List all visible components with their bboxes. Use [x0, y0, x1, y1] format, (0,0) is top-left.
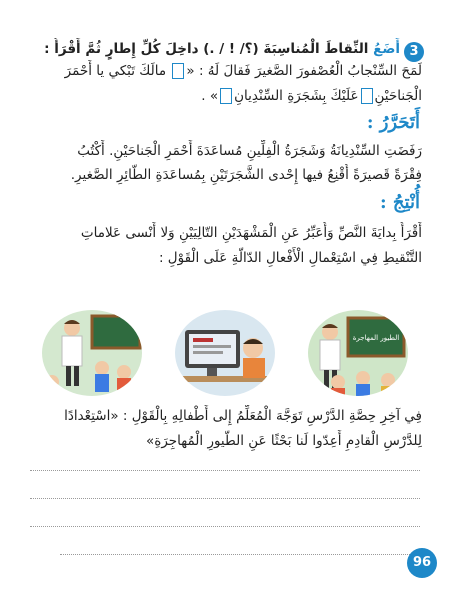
board-text: الطيور المهاجرة: [352, 334, 400, 342]
scene-illustrations: [40, 308, 410, 398]
write-line-1: رَفَضَتِ السِّنْدِيانَةُ وَشَجَرَةُ الْفِلِّينِ مُساعَدَةَ أَحْمَرِ الْجَناحَيْنِ. أَكْتُبُ: [77, 143, 422, 159]
section-heading-write: أَتَحَرَّرُ :: [366, 112, 420, 133]
exercise-line-2: [20, 85, 422, 107]
class-teacher-illustration: [42, 310, 142, 396]
punctuation-box-2[interactable]: [361, 88, 373, 104]
instruction-text: النِّقاطَ الْمُناسِبَةَ (؟/ ! / .) داخِلَ كُلِّ إِطارٍ ثُمَّ أَقْرَأُ :: [44, 41, 369, 57]
exercise-line-1: [20, 60, 422, 82]
exercise-number-badge: 3: [404, 42, 424, 62]
produce-line-1: أَقْرَأُ بِدايَةَ النَّصِّ وَأُعَبِّرُ عَنِ الْمَشْهَدَيْنِ التّالِيَيْنِ وَلا أَنْسى عَلاماتِ: [80, 225, 422, 241]
exercise-line-2-end: » .: [201, 88, 219, 104]
exercise-line-1-after: مالَكَ تَبْكي يا أَحْمَرَ: [64, 63, 167, 79]
writing-line-1[interactable]: [30, 470, 420, 471]
section-heading-produce: أُنْتِجُ :: [380, 192, 420, 213]
punctuation-box-1[interactable]: [172, 63, 184, 79]
page-number-badge: 96: [407, 548, 437, 578]
punctuation-box-3[interactable]: [220, 88, 232, 104]
instruction-verb: أَضَعُ: [373, 41, 400, 57]
exercise-instruction: [20, 38, 400, 60]
writing-line-2[interactable]: [30, 498, 420, 499]
produce-line-2: التَّنْقيطِ فِي اسْتِعْمالِ الْأَفْعالِ الدّالَّةِ عَلَى الْقَوْلِ :: [158, 250, 422, 266]
teacher-board-illustration: [308, 310, 408, 396]
boy-computer-illustration: [175, 310, 275, 396]
writing-line-3[interactable]: [30, 526, 420, 527]
produce-paragraph-line-1: فِي آخِرِ حِصَّةِ الدَّرْسِ تَوَجَّهَ الْمُعَلِّمُ إِلى أَطْفالِهِ بِالْقَوْلِ : «اسْتِعْدادًا: [64, 408, 422, 424]
write-line-2: فِقْرَةً قَصيرَةً أُقْنِعُ فيها إِحْدى الشَّجَرَتَيْنِ بِمُساعَدَةِ الطّائِرِ الصَّغيرِ.: [70, 167, 422, 183]
exercise-line-2-after: عَلَيْكَ بِشَجَرَةِ السِّنْدِيانِ: [234, 88, 359, 104]
produce-paragraph-line-2: لِلدَّرْسِ الْقادِمِ أَعِدّوا لَنا بَحْثًا عَنِ الطُّيورِ الْمُهاجِرَةِ»: [146, 433, 422, 449]
writing-line-4[interactable]: [60, 554, 420, 555]
exercise-line-1-text: لَمَحَ السِّنْجابُ الْعُصْفورَ الصَّغيرَ فَقالَ لَهُ : «: [186, 63, 422, 79]
exercise-line-2-text: الْجَناحَيْنِ: [374, 88, 422, 104]
